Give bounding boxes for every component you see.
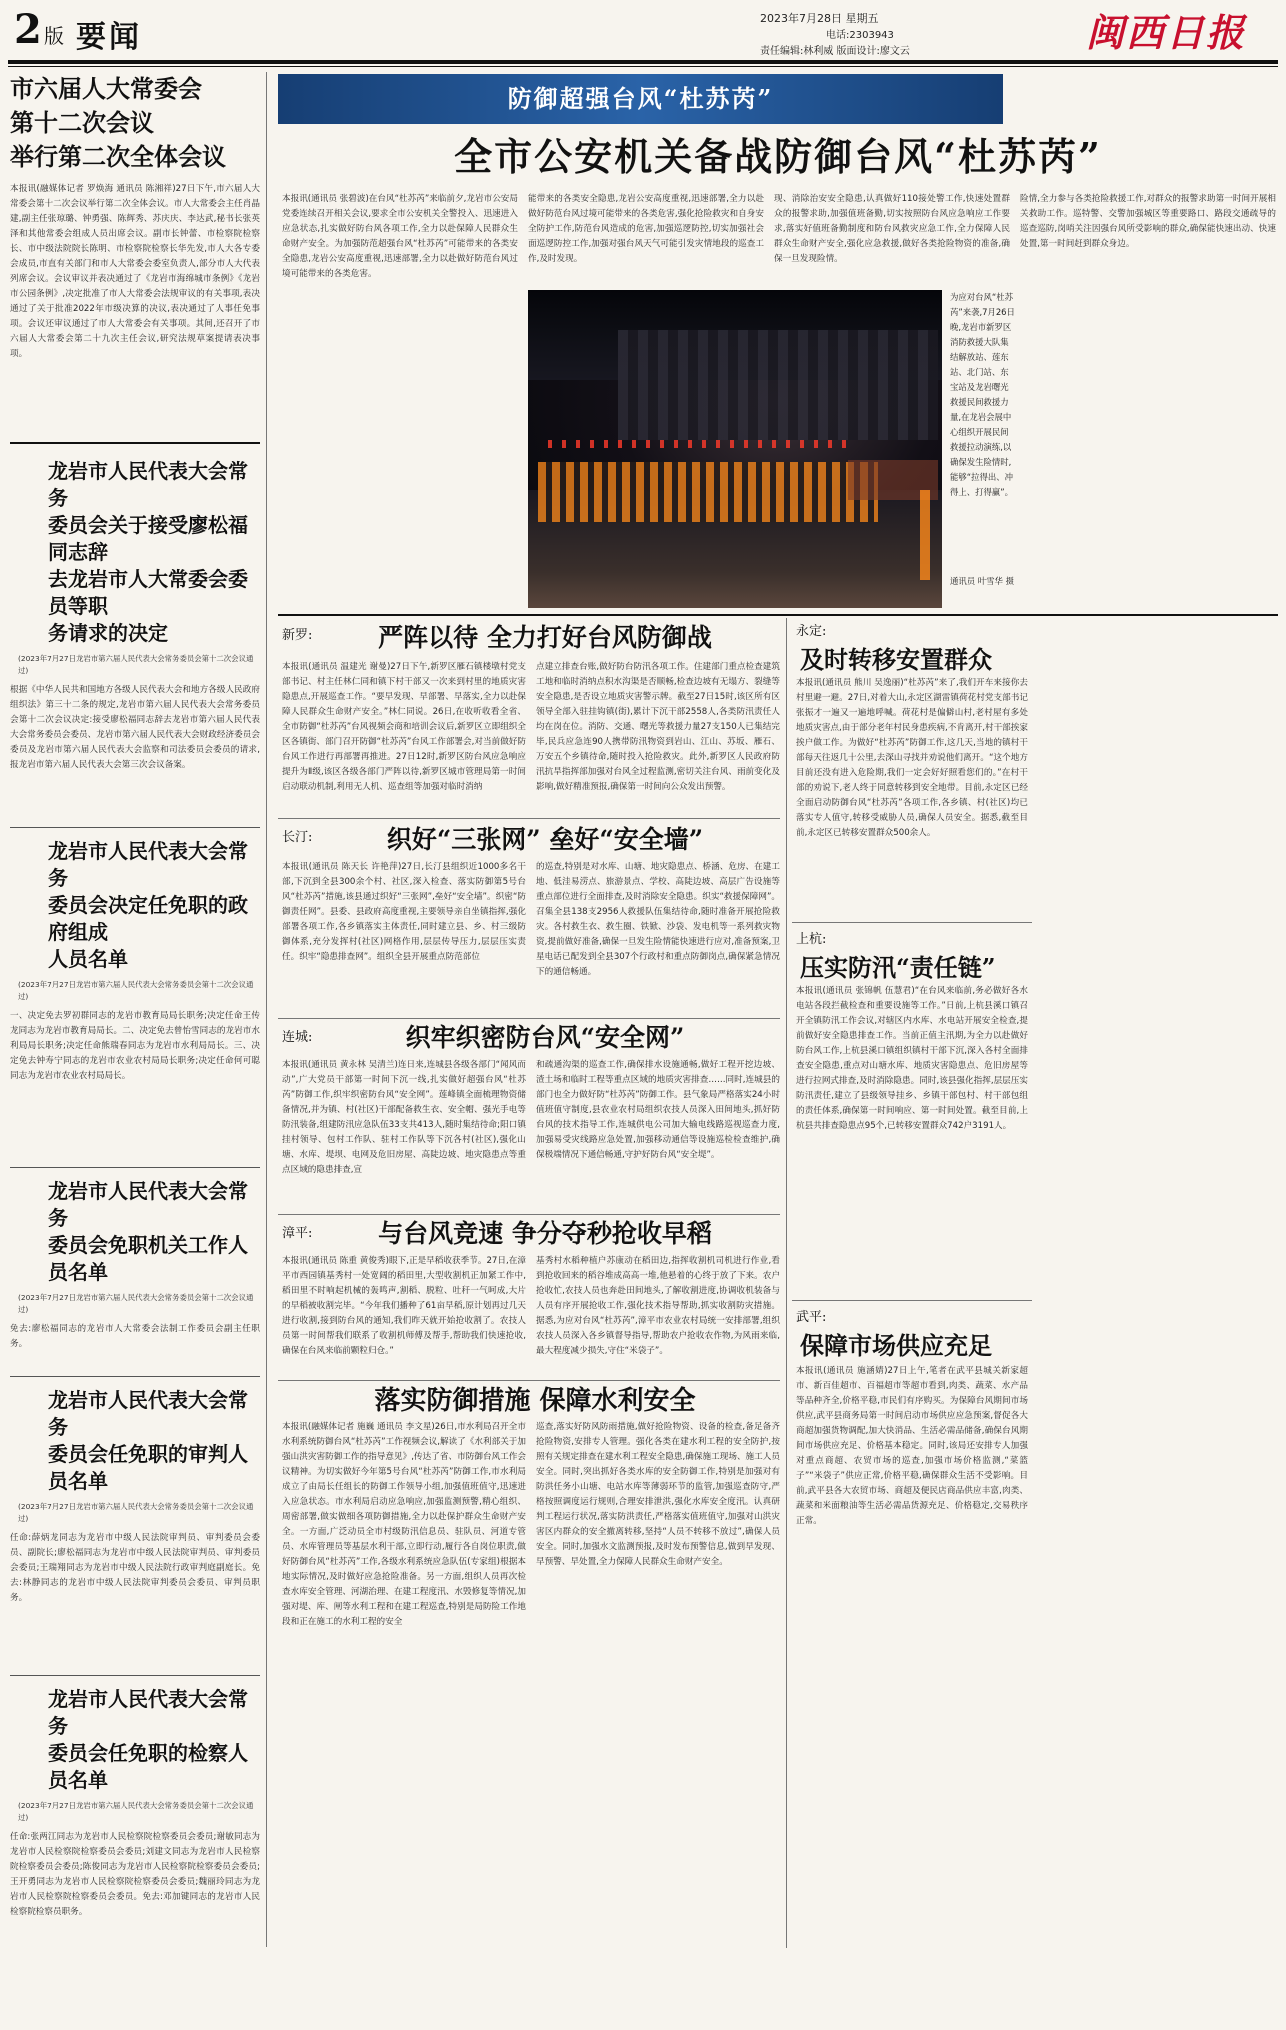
- page-ban: 版: [44, 24, 64, 48]
- photo-caption: 为应对台风“杜苏芮”来袭,7月26日晚,龙岩市新罗区消防救援大队集结解放站、莲东站、北门站、东宝站及龙岩曙光救援民间救援力量,在龙岩会展中心组织开展民间救援拉动演练,以确保发生险情时,能够“拉得出、冲得上、打得赢”。: [950, 292, 1015, 497]
- story-4-col-2: 基秀村水稻种植户苏康动在稻田边,指挥收割机司机进行作业,看到抢收回来的稻谷堆成高高一堆,他悬着的心终于放了下来。农户抢收忙,农技人员也奔赴田间地头,了解收割进度,协调收机装备与人员有序开展抢收工作,强化技术指导帮助,抓实收割防灾措施。据悉,为应对台风“杜苏芮”,漳平市农业农村局统一安排部署,组织农技人员深入各乡镇督导指导,帮助农户抢收农作物,为风雨来临,最大程度减少损失,守住“米袋子”。: [536, 1256, 780, 1356]
- story-1-headline: 严阵以待 全力打好台风防御战: [378, 623, 712, 652]
- story-4-place: 漳平:: [282, 1226, 313, 1241]
- left-divider: [10, 1675, 260, 1676]
- decision-5-body: 任命:张两江同志为龙岩市人民检察院检察委员会委员;谢敏同志为龙岩市人民检察院检察委员会委员;刘建文同志为龙岩市人民检察院检察委员会委员;陈俊同志为龙岩市人民检察院检察委员会委员;王开勇同志为龙岩市人民检察院检察委员会委员;魏丽玲同志为龙岩市人民检察院检察委员会委员。免去:邓加键同志的龙岩市人民检察院检察员职务。: [10, 1832, 260, 1917]
- masthead-rule-thin: [8, 66, 1278, 67]
- lead-col-3: 现、消除治安安全隐患,认真做好110接处警工作,快速处置群众的报警求助,加强值班备勤,切实按照防台风应急响应工作要求,落实好值班备勤制度和防台风救灾应急工作,全力保障人民群众生命财产安全,强化应急救援,做好各类抢险物资的准备,确保一旦发现险情。: [774, 194, 1010, 264]
- newspaper-logo: 闽西日报: [1086, 10, 1247, 55]
- decision-5: [10, 1686, 260, 1794]
- issue-date: 2023年7月28日 星期五: [760, 12, 879, 25]
- banner-bottom-rule: [278, 614, 1278, 616]
- issue-editors: 责任编辑:林利威 版面设计:廖文云: [760, 46, 910, 57]
- left-divider: [10, 1376, 260, 1377]
- decision-2: [10, 838, 260, 973]
- lead-headline-2: 第十二次会议: [10, 108, 154, 137]
- lead-col-4: 险情,全力参与各类抢险救援工作,对群众的报警求助第一时间开展相关救助工作。巡特警、交警加强城区等重要路口、路段交通疏导的巡查巡防,岗哨关注因强台风所受影响的群众,确保能快速出动、快速处置,第一时间赶到群众身边。: [1020, 194, 1276, 249]
- decision-4: [10, 1387, 260, 1495]
- decision-2-title-3: 人员名单: [48, 947, 128, 971]
- right-story-2-headline: 压实防汛“责任链”: [800, 953, 996, 982]
- lead-headline-1: 市六届人大常委会: [10, 74, 202, 103]
- issue-phone: 电话:2303943: [826, 30, 894, 41]
- left-column-separator: [266, 72, 267, 1947]
- decision-5-title-2: 委员会任免职的检察人员名单: [48, 1741, 248, 1792]
- story-2-col-2: 的巡查,特别是对水库、山塘、地灾隐患点、桥涵、危房、在建工地、低洼易涝点、旅游景点、学校、高陡边坡、高层广告设施等重点部位进行全面排查,及时消除安全隐患。织实“救援保障网”。召集全县138支2956人救援队伍集结待命,随时准备开展抢险救灾。各村救生衣、救生圈、铁锨、沙袋、发电机等一系列救灾物资,提前做好准备,确保一旦发生险情能快速进行应对,准备预案,卫星电话已配发到全县307个行政村和重点防御岗点,确保紧急情况下的通信畅通。: [536, 862, 780, 977]
- story-5-headline: 落实防御措施 保障水利安全: [374, 1386, 696, 1416]
- decision-2-title-2: 委员会决定任免职的政府组成: [48, 893, 248, 944]
- story-1-col-1: 本报讯(通讯员 温建光 谢曼)27日下午,新罗区雁石镇楼墩村党支部书记、村主任林仁同和镇下村干部又一次来到村里的地质灾害隐患点,开展巡查工作。“要早发现、早部署、早落实,全力以赴保障人民群众生命财产安全。”林仁同说。26日,在收听收看全省、全市防御“杜苏芮”台风视频会商和培训会议后,新罗区立即组织全区各镇街、部门召开防御“杜苏芮”台风工作部署会,对当前做好防台风工作进行再部署再推进。27日12时,新罗区防台风应急响应提升为Ⅱ级,该区各级各部门严阵以待,新罗区城市管理局第一时间启动联动机制,利用无人机、巡查组等加强对临时消纳: [282, 662, 526, 792]
- decision-2-body: 一、决定免去罗初群同志的龙岩市教育局局长职务;决定任命王传龙同志为龙岩市教育局局长。二、决定免去曾怡雪同志的龙岩市水利局局长职务;决定任命熊瑞春同志为龙岩市水利局局长。三、决定免去钟寿宁同志的龙岩市农业农村局局长职务;决定任命何可聪同志为龙岩市农业农村局局长。: [10, 1011, 260, 1081]
- decision-3: [10, 1178, 260, 1286]
- left-column: [10, 72, 260, 1947]
- masthead-rule: [8, 60, 1278, 64]
- lead-headline-3: 举行第二次全体会议: [10, 142, 226, 171]
- story-5-col-2: 巡查,落实好防风防雨措施,做好抢险物资、设备的检查,备足备齐抢险物资,安排专人管理。强化各类在建水利工程的安全防护,按照有关规定排查在建水利工程安全隐患,确保施工现场、施工人员安全。同时,突出抓好各类水库的安全防御工作,特别是加强对有防洪任务小山塘、电站水库等薄弱环节的监管,加强巡查防守,严格按照调度运行规则,合理安排泄洪,强化水库安全度汛。认真研判工程运行状况,落实防洪责任,严格落实值班值守,加强对山洪灾害区内群众的安全撤离转移,坚持“人员不转移不放过”,确保人员安全。同时,加强水文监测预报,及时发布预警信息,做到早发现、早预警、早处置,全力保障人民群众生命财产安全。: [536, 1422, 780, 1567]
- story-divider: [278, 818, 780, 819]
- lead-col-2: 能带来的各类安全隐患,龙岩公安高度重视,迅速部署,全力以赴做好防范台风过境可能带来的各类危害,强化抢险救灾和自身安全防护工作,防范台风造成的危害,加强巡逻防控,切实加强社会面巡逻防控工作,加强对强台风天气可能引发灾情地段的巡查工作,及时发现。: [528, 194, 764, 264]
- right-divider: [792, 1300, 1032, 1301]
- decision-2-title-1: 龙岩市人民代表大会常务: [48, 839, 248, 890]
- decision-1-title-4: 务请求的决定: [48, 621, 168, 645]
- right-column-separator: [786, 618, 787, 1948]
- photo-credit: 通讯员 叶雪华 摄: [950, 576, 1014, 586]
- story-4-headline: 与台风竞速 争分夺秒抢收早稻: [378, 1219, 712, 1248]
- decision-1-title-3: 去龙岩市人大常委会委员等职: [48, 567, 248, 618]
- decision-4-meta: (2023年7月27日龙岩市第六届人民代表大会常务委员会第十二次会议通过): [18, 1502, 254, 1523]
- right-story-3-place: 武平:: [796, 1310, 827, 1325]
- story-5-col-1: 本报讯(融媒体记者 施巍 通讯员 李文星)26日,市水利局召开全市水利系统防御台风“杜苏芮”工作视频会议,解读了《水利部关于加强山洪灾害防御工作的指导意见》,传达了省、市防御台风工作会议精神。为切实做好今年第5号台风“杜苏芮”防御工作,市水利局成立了由局长任组长的防御工作领导小组,加强值班值守,迅速进入应急状态。市水利局启动应急响应,加强监测预警,精心组织、周密部署,做实做细各项防御措施,全力以赴保护群众生命财产安全。一方面,广泛动员全市村级防汛信息员、驻队员、河道专管员、水库管理员等基层水利干部,立即行动,履行各自岗位职责,做好防御台风“杜苏芮”工作,各级水利系统应急队伍(专家组)根据本地实际情况,及时做好应急抢险准备。另一方面,组织人员再次检查水库安全管理、河湖治理、在建工程度汛、水毁修复等情况,加强对堤、库、闸等水利工程和在建工程巡查,特别是局防险工作地段和正在施工的水利工程的安全: [282, 1422, 526, 1627]
- story-2-place: 长汀:: [282, 830, 313, 845]
- story-3-place: 连城:: [282, 1030, 313, 1045]
- decision-1-title-2: 委员会关于接受廖松福同志辞: [48, 513, 248, 564]
- banner-title: 防御超强台风“杜苏芮”: [507, 84, 774, 113]
- left-divider: [10, 1167, 260, 1168]
- right-story-1-headline: 及时转移安置群众: [800, 645, 992, 674]
- story-1-col-2: 点建立排查台账,做好防台防汛各项工作。住建部门重点检查建筑工地和临时消纳点积水沟渠是否顺畅,检查边坡有无塌方、裂缝等安全隐患,是否设立地质灾害警示牌。截至27日15时,该区所有区领导全部入驻挂钩镇(街),累计下沉干部2558人,各类防汛责任人均在岗在位。消防、交通、曙光等救援力量27支150人已集结完毕,民兵应急连90人携带防汛物资到岩山、江山、苏坂、雁石、万安五个乡镇待命,随时投入抢险救灾。此外,新罗区人民政府防汛抗旱指挥部加强对台风全过程监测,密切关注台风、雨前变化及影响,做好精准预报,确保第一时间向公众发出预警。: [536, 662, 780, 792]
- right-story-2-body: 本报讯(通讯员 张锦帆 伍慧君)“在台风来临前,务必做好各水电站各段拦截检查和重要设施等工作。”日前,上杭县溪口镇召开全镇防汛工作会议,对辖区内水库、水电站开展安全检查,提前做好安全隐患排查工作。当前正值主汛期,为全力以赴做好防台风工作,上杭县溪口镇组织镇村干部下沉,深入各村全面排查安全隐患,重点对山塘水库、地质灾害隐患点、危旧房屋等进行拉网式排查,及时消除隐患。同时,该县强化指挥,层层压实防汛责任,建立了县级领导挂乡、乡镇干部包村、村干部包组的责任体系,确保第一时间响应、第一时间处置。截至目前,上杭县共排查隐患点95个,已转移安置群众742户3191人。: [796, 986, 1028, 1131]
- drill-photo: [528, 290, 942, 608]
- page-number: 2: [14, 6, 42, 53]
- right-story-2-place: 上杭:: [796, 932, 827, 947]
- story-2-headline: 织好“三张网” 垒好“安全墙”: [386, 825, 704, 854]
- left-divider: [10, 442, 260, 444]
- decision-3-meta: (2023年7月27日龙岩市第六届人民代表大会常务委员会第十二次会议通过): [18, 1293, 254, 1314]
- right-story-3-headline: 保障市场供应充足: [800, 1331, 992, 1360]
- right-story-1-body: 本报讯(通讯员 熊川 吴逸丽)“杜苏芮”来了,我们开车来接你去村里避一避。27日,对着大山,永定区湖雷镇荷花村党支部书记张振才一遍又一遍地呼喊。荷花村是偏僻山村,老村屋有多处地质灾害点,由于部分老年村民身患疾病,不肯离开,村干部挨家挨户做工作。为做好“杜苏芮”防御工作,这几天,当地的镇村干部每天往返几十公里,去深山寻找并劝说他们离开。“这个地方目前还没有进入危险期,我们一定会好好照看您们的。”在村干部的劝说下,老人终于同意转移到安全地带。目前,永定区已经全面启动防御台风“杜苏芮”各项工作,各乡镇、村(社区)均已落实专人值守,转移受威胁人员,确保人员安全。据悉,截至目前,永定区已转移安置群众500余人。: [796, 678, 1028, 838]
- decision-3-title-2: 委员会免职机关工作人员名单: [48, 1233, 248, 1284]
- banner-ribbon: [278, 74, 1003, 124]
- decision-1-meta: (2023年7月27日龙岩市第六届人民代表大会常务委员会第十二次会议通过): [18, 654, 254, 675]
- page-section-title: 要闻: [76, 20, 142, 55]
- decision-5-title-1: 龙岩市人民代表大会常务: [48, 1687, 248, 1738]
- decision-4-title-1: 龙岩市人民代表大会常务: [48, 1388, 248, 1439]
- decision-1-title-1: 龙岩市人民代表大会常务: [48, 459, 248, 510]
- lead-col-1: 本报讯(通讯员 张碧波)在台风“杜苏芮”来临前夕,龙岩市公安局党委连续召开相关会议,要求全市公安机关全警投入、迅速进入应急状态,扎实做好防台风各项工作,全力以赴保障人民群众生命财产安全。为加强防范超强台风“杜苏芮”可能带来的各类安全隐患,龙岩公安高度重视,迅速部署,全力以赴做好防范台风过境可能带来的各类危害。: [282, 194, 518, 279]
- story-4-col-1: 本报讯(通讯员 陈重 黄俊秀)眼下,正是早稻收获季节。27日,在漳平市西园镇基秀村一处宽阔的稻田里,大型收割机正加紧工作中,稻田里不时响起机械的轰鸣声,割稻、脱粒、吐秆一气呵成,大片的早稻被收割完毕。“今年我们播种了61亩早稻,原计划再过几天进行收割,接到防台风的通知,我们昨天就开始抢收割了。农技人员第一时间帮我们联系了收割机师傅及帮手,帮助我们快速抢收,确保在台风来临前颗粒归仓。”: [282, 1256, 526, 1356]
- story-1-place: 新罗:: [282, 628, 313, 643]
- right-story-3-body: 本报讯(通讯员 施涵婧)27日上午,笔者在武平县城关新家超市、新百佳超市、百福超市等超市看到,肉类、蔬菜、水产品等品种齐全,价格平稳,市民们有序购买。为保障台风期间市场供应,武平县商务局第一时间启动市场供应应急预案,督促各大商超加强货物调配,加大快消品、生活必需品储备,确保台风期间市场供应充足、价格基本稳定。同时,该局还安排专人加强对重点商超、农贸市场的巡查,加强市场价格监测,“菜篮子”“米袋子”供应正常,价格平稳,确保群众生活不受影响。目前,武平县各大农贸市场、商超及便民店商品供应丰富,肉类、蔬菜和米面粮油等生活必需品货源充足、价格稳定,交易秩序正常。: [796, 1366, 1028, 1526]
- right-divider: [792, 922, 1032, 923]
- decision-5-meta: (2023年7月27日龙岩市第六届人民代表大会常务委员会第十二次会议通过): [18, 1801, 254, 1822]
- decision-4-body: 任命:薛炳龙同志为龙岩市中级人民法院审判员、审判委员会委员、副院长;廖松福同志为龙岩市中级人民法院审判员、审判委员会委员;王瑞翔同志为龙岩市中级人民法院行政审判庭副庭长。免去:林静同志的龙岩市中级人民法院审判委员会委员、审判员职务。: [10, 1533, 260, 1603]
- story-3-headline: 织牢织密防台风“安全网”: [405, 1023, 685, 1052]
- decision-1-body: 根据《中华人民共和国地方各级人民代表大会和地方各级人民政府组织法》第三十二条的规定,龙岩市第六届人民代表大会常务委员会第十二次会议决定:接受廖松福同志辞去龙岩市第六届人民代表大会常务委员会委员、龙岩市第六届人民代表大会财政经济委员会委员及龙岩市第六届人民代表大会监察和司法委员会委员的请求,报龙岩市第六届人民代表大会第三次会议备案。: [10, 685, 260, 770]
- decision-1: [10, 458, 260, 647]
- story-2-col-1: 本报讯(通讯员 陈天长 许艳萍)27日,长汀县组织近1000多名干部,下沉到全县300余个村、社区,深入检查、落实防御第5号台风“杜苏芮”措施,该县通过织好“三张网”,垒好“安全墙”。织密“防御责任网”。县委、县政府高度重视,主要领导亲自坐镇指挥,强化部署各项工作,各乡镇落实主体责任,同时建立县、乡、村三级防御体系,充分发挥村(社区)网格作用,层层传导压力,层层压实责任。织牢“隐患排查网”。组织全县开展重点防范部位: [282, 862, 526, 962]
- lead-article-body: 本报讯(融媒体记者 罗焕海 通讯员 陈湘祥)27日下午,市六届人大常委会第十二次会议举行第二次全体会议。市人大常委会主任肖晶建,副主任张琼璐、钟勇强、陈辉秀、苏庆庆、李达武,秘书长张英泽和其他常委会组成人员出席会议。副市长钟蕾、市检察院检察长、市中级法院院长陈明、市检察院检察长华先发,市人大各专委会成员,市直有关部门和市人大常委会委室负责人,部分市人大代表列席会议。会议审议并表决通过了《龙岩市海绵城市条例》《龙岩市公园条例》,决定批准了市人大常委会法规审议的有关事项,表决通过了关于批准2022年市级决算的决议,表决通过了人事任免事项。会议还审议通过了市人大常委会有关事项。其间,还召开了市六届人大常委会第二十九次主任会议,研究法规草案提请表决事项。: [10, 184, 260, 359]
- right-story-1-place: 永定:: [796, 624, 827, 639]
- story-3-col-2: 和疏通沟渠的巡查工作,确保排水设施通畅,做好工程开挖边坡、渣土场和临时工程等重点区域的地质灾害排查……同时,连城县的部门也全力做好防“杜苏芮”防御工作。县气象局严格落实24小时值班值守制度,县农业农村局组织农技人员深入田间地头,抓好防台风的技术指导工作,连城供电公司加大输电线路巡视巡查力度,加强易受灾线路应急处置,加强移动通信等设施巡检检查维护,确保极端情况下通信畅通,守护好防台风“安全堤”。: [536, 1060, 780, 1160]
- decision-3-title-1: 龙岩市人民代表大会常务: [48, 1179, 248, 1230]
- main-headline: 全市公安机关备战防御台风“杜苏芮”: [454, 134, 1102, 179]
- decision-3-body: 免去:廖松福同志的龙岩市人大常委会法制工作委员会副主任职务。: [10, 1324, 260, 1349]
- story-3-col-1: 本报讯(通讯员 黄永林 吴清兰)连日来,连城县各级各部门“闻风而动”,广大党员干部第一时间下沉一线,扎实做好超强台风“杜苏芮”防御工作,织牢织密防台风“安全网”。莲峰镇全面梳理物资储备情况,并为镇、村(社区)干部配备救生衣、安全帽、强光手电等防汛装备,组建防汛应急队伍33支共413人,随时集结待命;阳口镇挂村领导、包村工作队、驻村工作队等下沉各村(社区),强化山塘、水库、堤坝、电网及危旧房屋、高陡边坡、地灾隐患点等重点区域的隐患排查,宣: [282, 1060, 526, 1175]
- left-divider: [10, 827, 260, 828]
- decision-4-title-2: 委员会任免职的审判人员名单: [48, 1442, 248, 1493]
- decision-2-meta: (2023年7月27日龙岩市第六届人民代表大会常务委员会第十二次会议通过): [18, 980, 254, 1001]
